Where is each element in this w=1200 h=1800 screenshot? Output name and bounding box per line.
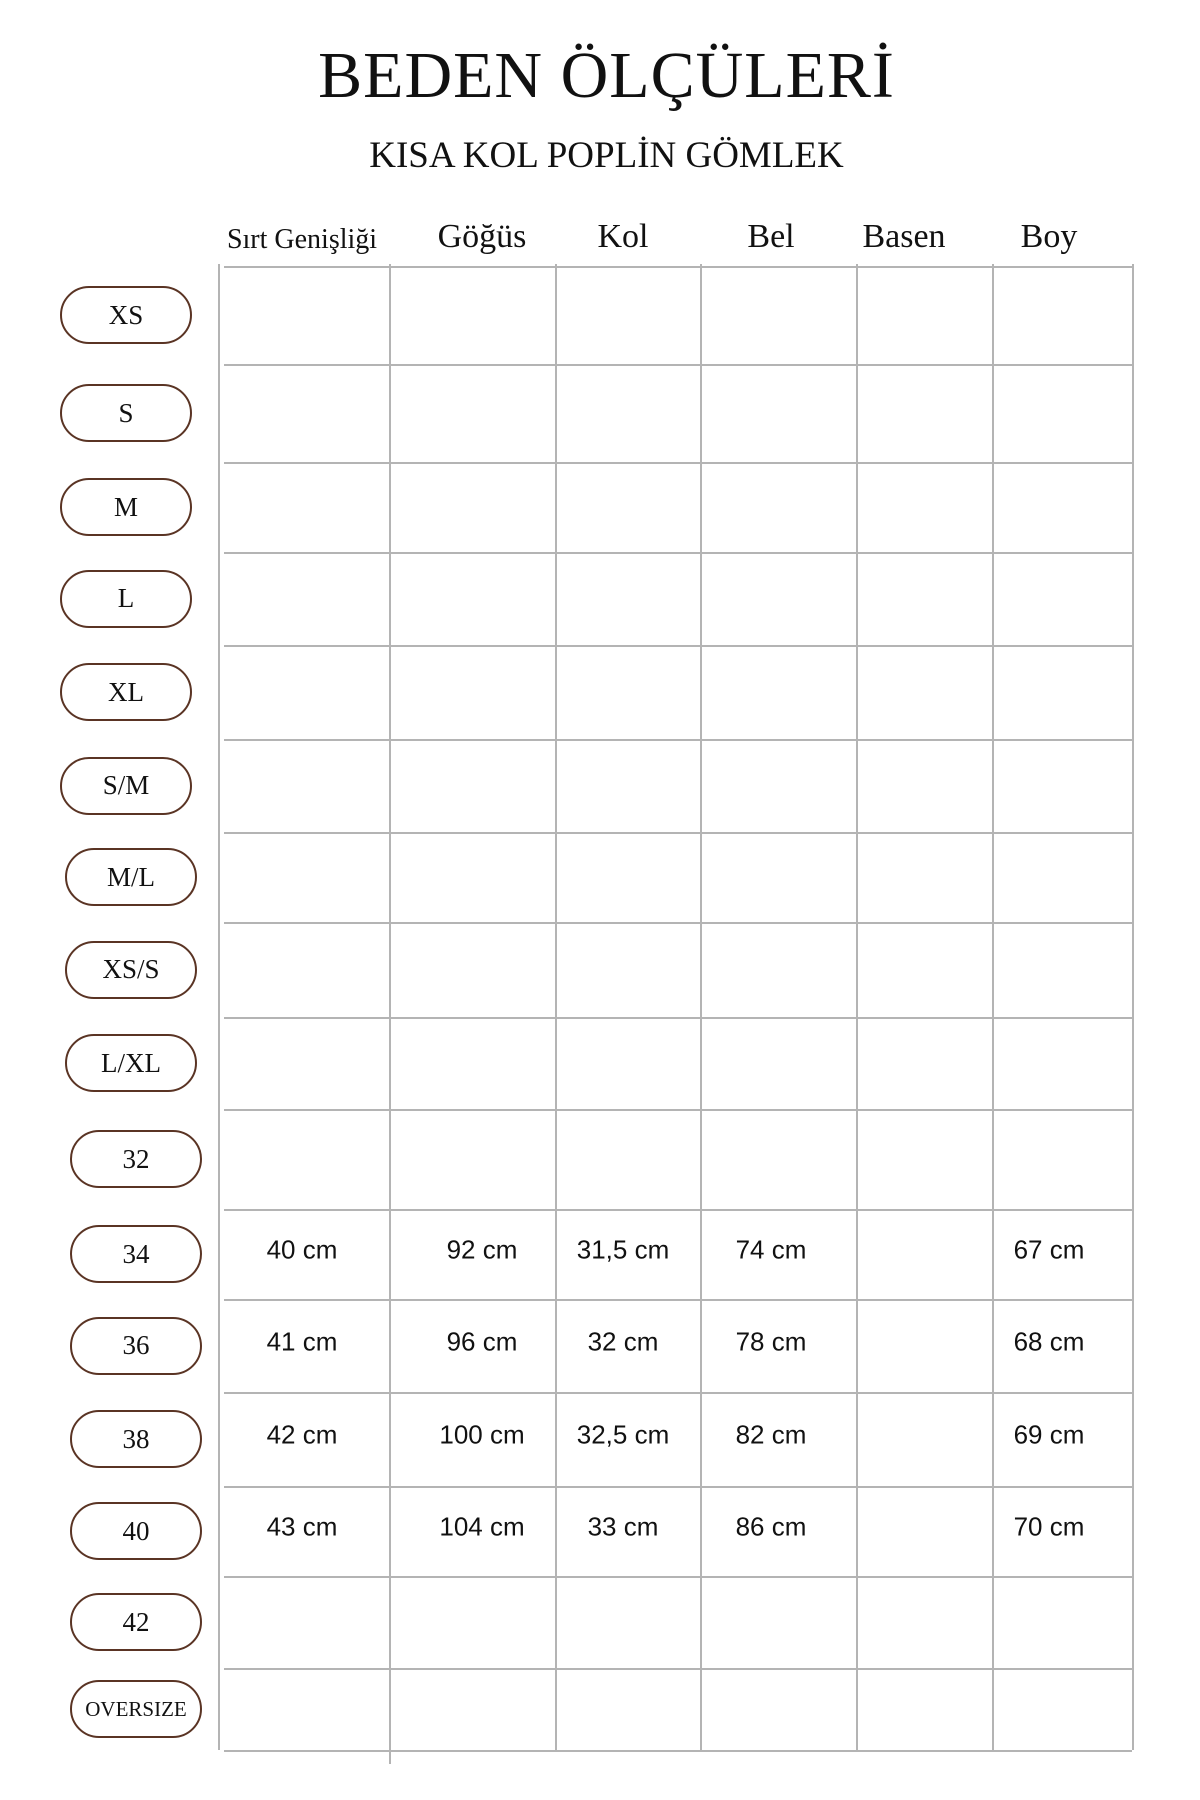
size-label-pill: S xyxy=(60,384,192,442)
grid-vertical-line xyxy=(992,264,994,1750)
grid-horizontal-line xyxy=(224,645,1132,647)
grid-vertical-line xyxy=(555,264,557,1750)
grid-horizontal-line xyxy=(224,922,1132,924)
grid-horizontal-line xyxy=(224,1109,1132,1111)
grid-horizontal-line xyxy=(224,1392,1132,1394)
size-label-pill: M/L xyxy=(65,848,197,906)
measurement-cell: 31,5 cm xyxy=(576,1234,670,1265)
grid-horizontal-line xyxy=(224,1668,1132,1670)
measurement-cell: 70 cm xyxy=(1013,1511,1085,1542)
grid-horizontal-line xyxy=(224,1486,1132,1488)
size-label-pill: 32 xyxy=(70,1130,202,1188)
grid-vertical-line xyxy=(1132,264,1134,1750)
grid-vertical-line xyxy=(389,264,391,1764)
measurement-cell: 33 cm xyxy=(587,1511,659,1542)
column-header: Göğüs xyxy=(437,218,527,255)
size-label-pill: L xyxy=(60,570,192,628)
size-label-pill: L/XL xyxy=(65,1034,197,1092)
grid-horizontal-line xyxy=(224,1299,1132,1301)
grid-horizontal-line xyxy=(224,462,1132,464)
column-header: Basen xyxy=(862,218,946,255)
page-title: BEDEN ÖLÇÜLERİ xyxy=(318,39,895,112)
measurement-cell: 40 cm xyxy=(266,1234,338,1265)
column-header: Bel xyxy=(747,218,795,255)
size-label-pill: XS xyxy=(60,286,192,344)
column-header: Boy xyxy=(1020,218,1078,255)
measurement-cell: 42 cm xyxy=(266,1419,338,1450)
measurement-cell: 92 cm xyxy=(446,1234,518,1265)
column-header: Kol xyxy=(597,218,649,255)
size-label-pill: 38 xyxy=(70,1410,202,1468)
measurement-cell: 78 cm xyxy=(735,1326,807,1356)
measurement-cell: 43 cm xyxy=(266,1511,338,1542)
grid-horizontal-line xyxy=(224,1576,1132,1578)
size-label-pill: 34 xyxy=(70,1225,202,1283)
measurement-cell: 69 cm xyxy=(1013,1419,1085,1450)
grid-horizontal-line xyxy=(224,1750,1132,1752)
size-label-pill: M xyxy=(60,478,192,536)
grid-horizontal-line xyxy=(224,1209,1132,1211)
size-label-pill: S/M xyxy=(60,757,192,815)
measurement-cell: 104 cm xyxy=(439,1511,525,1542)
size-label-pill: XL xyxy=(60,663,192,721)
column-header: Sırt Genişliği xyxy=(226,224,378,255)
grid-vertical-line xyxy=(700,264,702,1750)
measurement-cell: 96 cm xyxy=(446,1326,518,1356)
grid-horizontal-line xyxy=(224,739,1132,741)
measurement-cell: 41 cm xyxy=(266,1326,338,1356)
size-label-pill: 40 xyxy=(70,1502,202,1560)
measurement-cell: 68 cm xyxy=(1013,1326,1085,1356)
grid-vertical-line xyxy=(856,264,858,1750)
measurement-cell: 100 cm xyxy=(439,1419,525,1450)
measurement-cell: 86 cm xyxy=(735,1511,807,1542)
measurement-cell: 32,5 cm xyxy=(576,1419,670,1450)
measurement-cell: 82 cm xyxy=(735,1419,807,1450)
grid-horizontal-line xyxy=(224,266,1132,268)
grid-horizontal-line xyxy=(224,832,1132,834)
grid-horizontal-line xyxy=(224,552,1132,554)
grid-vertical-line xyxy=(218,264,220,1750)
size-label-pill: XS/S xyxy=(65,941,197,999)
product-subtitle: KISA KOL POPLİN GÖMLEK xyxy=(369,135,844,176)
grid-horizontal-line xyxy=(224,1017,1132,1019)
size-label-pill: 36 xyxy=(70,1317,202,1375)
size-label-pill: OVERSIZE xyxy=(70,1680,202,1738)
size-label-pill: 42 xyxy=(70,1593,202,1651)
measurement-cell: 67 cm xyxy=(1013,1234,1085,1265)
grid-horizontal-line xyxy=(224,364,1132,366)
measurement-cell: 74 cm xyxy=(735,1234,807,1265)
measurement-cell: 32 cm xyxy=(587,1326,659,1356)
